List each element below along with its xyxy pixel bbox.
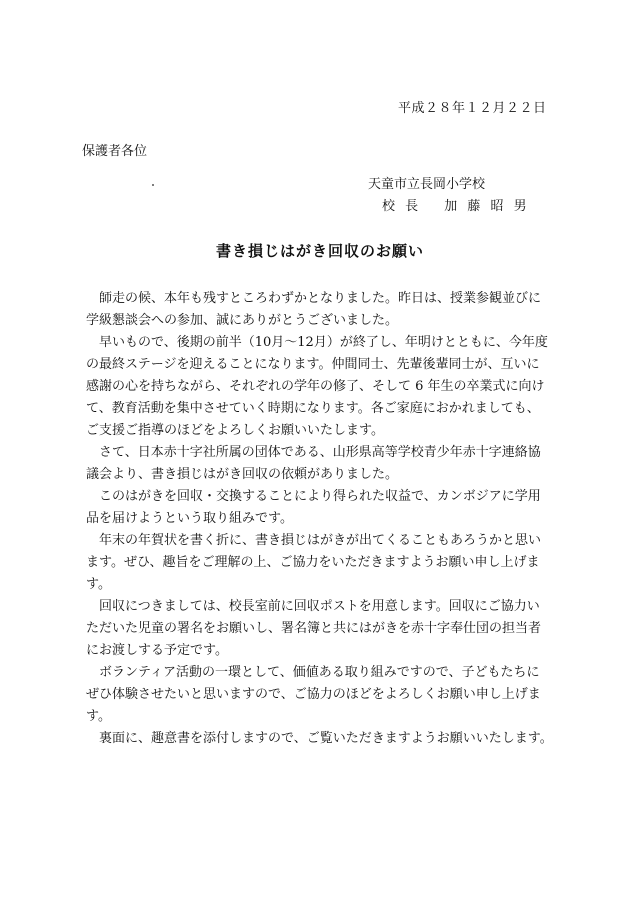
paragraph-line: 品を届けようという取り組みです。	[86, 511, 293, 526]
body-paragraph	[86, 288, 556, 332]
paragraph-line: 学級懇談会への参加、誠にありがとうございました。	[86, 313, 399, 328]
paragraph-line: 回収につきましては、校長室前に回収ポストを用意します。回収にご協力い	[99, 599, 540, 614]
paragraph-line: の最終ステージを迎えることになります。仲間同士、先輩後輩同士が、互いに	[86, 357, 540, 372]
paragraph-line: このはがきを回収・交換することにより得られた収益で、カンボジアに学用	[99, 489, 541, 504]
letter-title: 書き損じはがき回収のお願い	[215, 242, 424, 260]
school-name: 天童市立長岡小学校	[368, 177, 486, 192]
sender-block	[368, 174, 530, 218]
body-paragraph	[86, 442, 556, 486]
paragraph-line: す。	[86, 709, 111, 724]
paragraph-line: 早いもので、後期の前半（10月～12月）が終了し、年明けとともに、今年度	[99, 335, 548, 350]
paragraph-line: す。	[86, 577, 111, 592]
paragraph-line: 師走の候、本年も残すところわずかとなりました。昨日は、授業参観並びに	[99, 291, 542, 306]
body-paragraph	[86, 662, 556, 728]
paragraph-line: ご支援ご指導のほどをよろしくお願いいたします。	[86, 423, 384, 438]
body-paragraph	[86, 728, 556, 750]
paragraph-line: ます。ぜひ、趣旨をご理解の上、ご協力をいただきますようお願い申し上げま	[86, 555, 540, 570]
paragraph-line: 裏面に、趣意書を添付しますので、ご覧いただきますようお願いいたします。	[99, 731, 553, 746]
scan-speck	[152, 184, 154, 186]
letter-body	[86, 288, 556, 750]
principal-name: 校 長 加 藤 昭 男	[382, 199, 530, 214]
paragraph-line: 議会より、書き損じはがき回収の依頼がありました。	[86, 467, 399, 482]
paragraph-line: ただいた児童の署名をお願いし、署名簿と共にはがきを赤十字奉仕団の担当者	[86, 621, 542, 636]
body-paragraph	[86, 486, 556, 530]
paragraph-line: にお渡しする予定です。	[86, 643, 228, 658]
body-paragraph	[86, 596, 556, 662]
paragraph-line: ボランティア活動の一環として、価値ある取り組みですので、子どもたちに	[99, 665, 540, 680]
paragraph-line: ぜひ体験させたいと思いますので、ご協力のほどをよろしくお願い申し上げま	[86, 687, 541, 702]
paragraph-line: て、教育活動を集中させていく時期になります。各ご家庭におかれましても、	[86, 401, 540, 416]
paragraph-line: 感謝の心を持ちながら、それぞれの学年の修了、そして 6 年生の卒業式に向け	[86, 379, 545, 394]
paragraph-line: 年末の年賀状を書く折に、書き損じはがきが出てくることもあろうかと思い	[99, 533, 542, 548]
recipient-line: 保護者各位	[82, 144, 148, 159]
body-paragraph	[86, 332, 556, 442]
paragraph-line: さて、日本赤十字社所属の団体である、山形県高等学校青少年赤十字連絡協	[99, 445, 541, 460]
letter-date: 平成２８年１２月２２日	[398, 101, 547, 116]
body-paragraph	[86, 530, 556, 596]
